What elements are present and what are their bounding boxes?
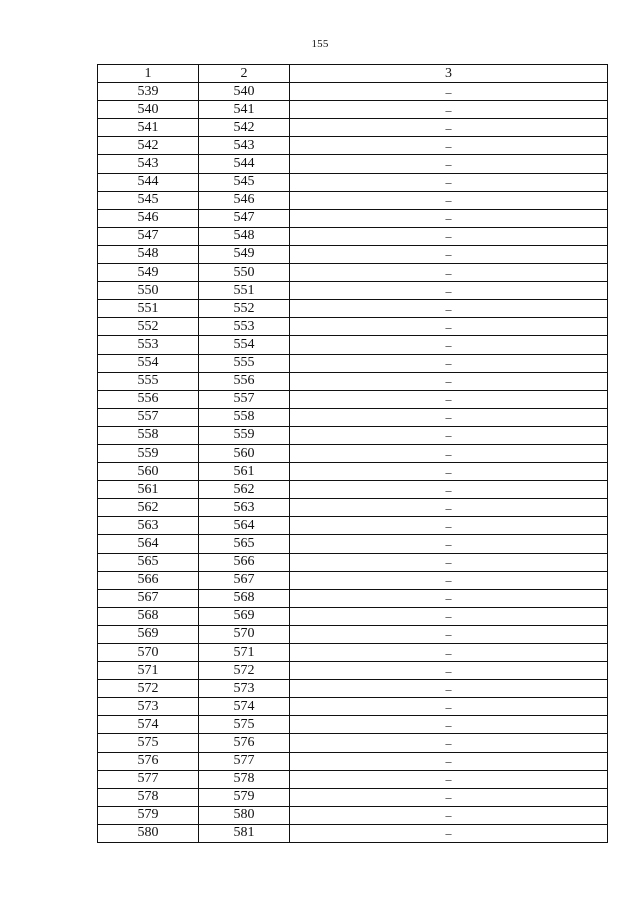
table-cell-col-1: 580 [98, 824, 199, 842]
table-cell-col-3: – [290, 607, 608, 625]
table-cell-col-2: 554 [199, 336, 290, 354]
table-cell-col-2: 540 [199, 83, 290, 101]
table-cell-col-1: 541 [98, 119, 199, 137]
table-cell-col-3: – [290, 227, 608, 245]
table-cell-col-3: – [290, 571, 608, 589]
table-cell-col-1: 553 [98, 336, 199, 354]
table-row [98, 517, 608, 535]
table-row [98, 734, 608, 752]
table-cell-col-3: – [290, 336, 608, 354]
table-cell-col-3: – [290, 698, 608, 716]
table-body [98, 83, 608, 843]
table-row [98, 83, 608, 101]
table-cell-col-2: 560 [199, 444, 290, 462]
table-cell-col-2: 572 [199, 662, 290, 680]
table-cell-col-3: – [290, 716, 608, 734]
table-cell-col-3: – [290, 788, 608, 806]
table-cell-col-1: 571 [98, 662, 199, 680]
table-cell-col-2: 578 [199, 770, 290, 788]
table-cell-col-3: – [290, 752, 608, 770]
table-row [98, 607, 608, 625]
table-cell-col-3: – [290, 481, 608, 499]
table-cell-col-2: 559 [199, 426, 290, 444]
table-cell-col-1: 544 [98, 173, 199, 191]
table-cell-col-3: – [290, 589, 608, 607]
table-cell-col-1: 539 [98, 83, 199, 101]
table-row [98, 390, 608, 408]
table-cell-col-2: 569 [199, 607, 290, 625]
table-cell-col-2: 557 [199, 390, 290, 408]
table-cell-col-3: – [290, 245, 608, 263]
table-cell-col-3: – [290, 372, 608, 390]
table-cell-col-1: 566 [98, 571, 199, 589]
table-cell-col-2: 565 [199, 535, 290, 553]
table-cell-col-1: 562 [98, 499, 199, 517]
table-cell-col-2: 568 [199, 589, 290, 607]
table-cell-col-2: 545 [199, 173, 290, 191]
table-cell-col-1: 559 [98, 444, 199, 462]
table-row [98, 264, 608, 282]
table-cell-col-2: 549 [199, 245, 290, 263]
table-cell-col-3: – [290, 408, 608, 426]
table-cell-col-2: 541 [199, 101, 290, 119]
table-row [98, 137, 608, 155]
table-cell-col-3: – [290, 173, 608, 191]
table-row [98, 662, 608, 680]
table-cell-col-3: – [290, 209, 608, 227]
table-cell-col-1: 561 [98, 481, 199, 499]
table-header [98, 65, 608, 83]
table-cell-col-1: 547 [98, 227, 199, 245]
table-row [98, 101, 608, 119]
table-cell-col-3: – [290, 644, 608, 662]
table-cell-col-2: 579 [199, 788, 290, 806]
table-cell-col-1: 570 [98, 644, 199, 662]
table-cell-col-1: 573 [98, 698, 199, 716]
table-row [98, 463, 608, 481]
table-row [98, 282, 608, 300]
table-cell-col-2: 576 [199, 734, 290, 752]
table-cell-col-1: 577 [98, 770, 199, 788]
table-cell-col-2: 561 [199, 463, 290, 481]
table-row [98, 752, 608, 770]
table-cell-col-2: 580 [199, 806, 290, 824]
table-cell-col-3: – [290, 499, 608, 517]
table-cell-col-3: – [290, 463, 608, 481]
table-cell-col-2: 573 [199, 680, 290, 698]
table-row [98, 698, 608, 716]
table-cell-col-1: 545 [98, 191, 199, 209]
table-cell-col-1: 554 [98, 354, 199, 372]
table-cell-col-1: 551 [98, 300, 199, 318]
table-cell-col-3: – [290, 625, 608, 643]
table-cell-col-3: – [290, 680, 608, 698]
table-cell-col-1: 579 [98, 806, 199, 824]
table-cell-col-2: 546 [199, 191, 290, 209]
table-row [98, 824, 608, 842]
table-cell-col-1: 567 [98, 589, 199, 607]
table-cell-col-3: – [290, 137, 608, 155]
table-cell-col-1: 560 [98, 463, 199, 481]
column-header-1: 1 [98, 65, 199, 83]
table-cell-col-3: – [290, 535, 608, 553]
table-cell-col-1: 569 [98, 625, 199, 643]
table-cell-col-2: 547 [199, 209, 290, 227]
header-row [98, 65, 608, 83]
table-cell-col-2: 551 [199, 282, 290, 300]
table-row [98, 209, 608, 227]
table-cell-col-1: 563 [98, 517, 199, 535]
table-row [98, 426, 608, 444]
table-row [98, 155, 608, 173]
table-cell-col-2: 575 [199, 716, 290, 734]
table-cell-col-2: 548 [199, 227, 290, 245]
table-row [98, 589, 608, 607]
table-cell-col-1: 558 [98, 426, 199, 444]
table-cell-col-1: 575 [98, 734, 199, 752]
table-cell-col-2: 570 [199, 625, 290, 643]
table-cell-col-3: – [290, 770, 608, 788]
table-cell-col-3: – [290, 282, 608, 300]
table-cell-col-1: 578 [98, 788, 199, 806]
data-table [97, 64, 608, 843]
table-row [98, 716, 608, 734]
table-cell-col-3: – [290, 553, 608, 571]
table-row [98, 444, 608, 462]
table-cell-col-1: 546 [98, 209, 199, 227]
table-cell-col-2: 566 [199, 553, 290, 571]
table-row [98, 173, 608, 191]
table-row [98, 625, 608, 643]
table-cell-col-2: 556 [199, 372, 290, 390]
table-cell-col-3: – [290, 662, 608, 680]
table-cell-col-2: 544 [199, 155, 290, 173]
table-row [98, 680, 608, 698]
table-row [98, 535, 608, 553]
table-cell-col-2: 581 [199, 824, 290, 842]
table-cell-col-3: – [290, 300, 608, 318]
table-cell-col-2: 542 [199, 119, 290, 137]
table-cell-col-1: 568 [98, 607, 199, 625]
table-cell-col-2: 564 [199, 517, 290, 535]
table-row [98, 318, 608, 336]
table-row [98, 644, 608, 662]
table-cell-col-1: 542 [98, 137, 199, 155]
table-cell-col-1: 540 [98, 101, 199, 119]
table-cell-col-2: 571 [199, 644, 290, 662]
table-row [98, 408, 608, 426]
table-row [98, 300, 608, 318]
table-row [98, 245, 608, 263]
table-cell-col-1: 552 [98, 318, 199, 336]
table-cell-col-2: 562 [199, 481, 290, 499]
table-row [98, 499, 608, 517]
table-row [98, 571, 608, 589]
table-cell-col-3: – [290, 155, 608, 173]
table-cell-col-2: 550 [199, 264, 290, 282]
table-cell-col-1: 574 [98, 716, 199, 734]
table-cell-col-1: 550 [98, 282, 199, 300]
table-row [98, 372, 608, 390]
table-cell-col-1: 549 [98, 264, 199, 282]
table-cell-col-3: – [290, 101, 608, 119]
table-row [98, 806, 608, 824]
table-cell-col-2: 567 [199, 571, 290, 589]
table-cell-col-2: 577 [199, 752, 290, 770]
table-row [98, 336, 608, 354]
column-header-2: 2 [199, 65, 290, 83]
table-cell-col-1: 576 [98, 752, 199, 770]
table-cell-col-3: – [290, 119, 608, 137]
table-cell-col-3: – [290, 806, 608, 824]
table-cell-col-3: – [290, 318, 608, 336]
table-cell-col-1: 548 [98, 245, 199, 263]
table-cell-col-3: – [290, 824, 608, 842]
table-cell-col-1: 543 [98, 155, 199, 173]
table-cell-col-3: – [290, 191, 608, 209]
table-cell-col-2: 552 [199, 300, 290, 318]
table-cell-col-2: 553 [199, 318, 290, 336]
table-cell-col-2: 558 [199, 408, 290, 426]
table-cell-col-3: – [290, 734, 608, 752]
table-cell-col-1: 557 [98, 408, 199, 426]
table-row [98, 788, 608, 806]
table-cell-col-3: – [290, 444, 608, 462]
table-cell-col-1: 555 [98, 372, 199, 390]
table-cell-col-1: 565 [98, 553, 199, 571]
table-cell-col-2: 543 [199, 137, 290, 155]
table-row [98, 770, 608, 788]
table-cell-col-2: 555 [199, 354, 290, 372]
table-row [98, 191, 608, 209]
column-header-3: 3 [290, 65, 608, 83]
table-cell-col-3: – [290, 517, 608, 535]
table-cell-col-3: – [290, 264, 608, 282]
table-cell-col-2: 574 [199, 698, 290, 716]
table-row [98, 119, 608, 137]
table-cell-col-3: – [290, 390, 608, 408]
table-row [98, 227, 608, 245]
page-number: 155 [311, 38, 329, 50]
table-cell-col-1: 572 [98, 680, 199, 698]
table-cell-col-1: 564 [98, 535, 199, 553]
table-cell-col-3: – [290, 354, 608, 372]
table-cell-col-3: – [290, 426, 608, 444]
table-cell-col-1: 556 [98, 390, 199, 408]
table-cell-col-3: – [290, 83, 608, 101]
table-row [98, 354, 608, 372]
table-row [98, 481, 608, 499]
table-cell-col-2: 563 [199, 499, 290, 517]
table-row [98, 553, 608, 571]
